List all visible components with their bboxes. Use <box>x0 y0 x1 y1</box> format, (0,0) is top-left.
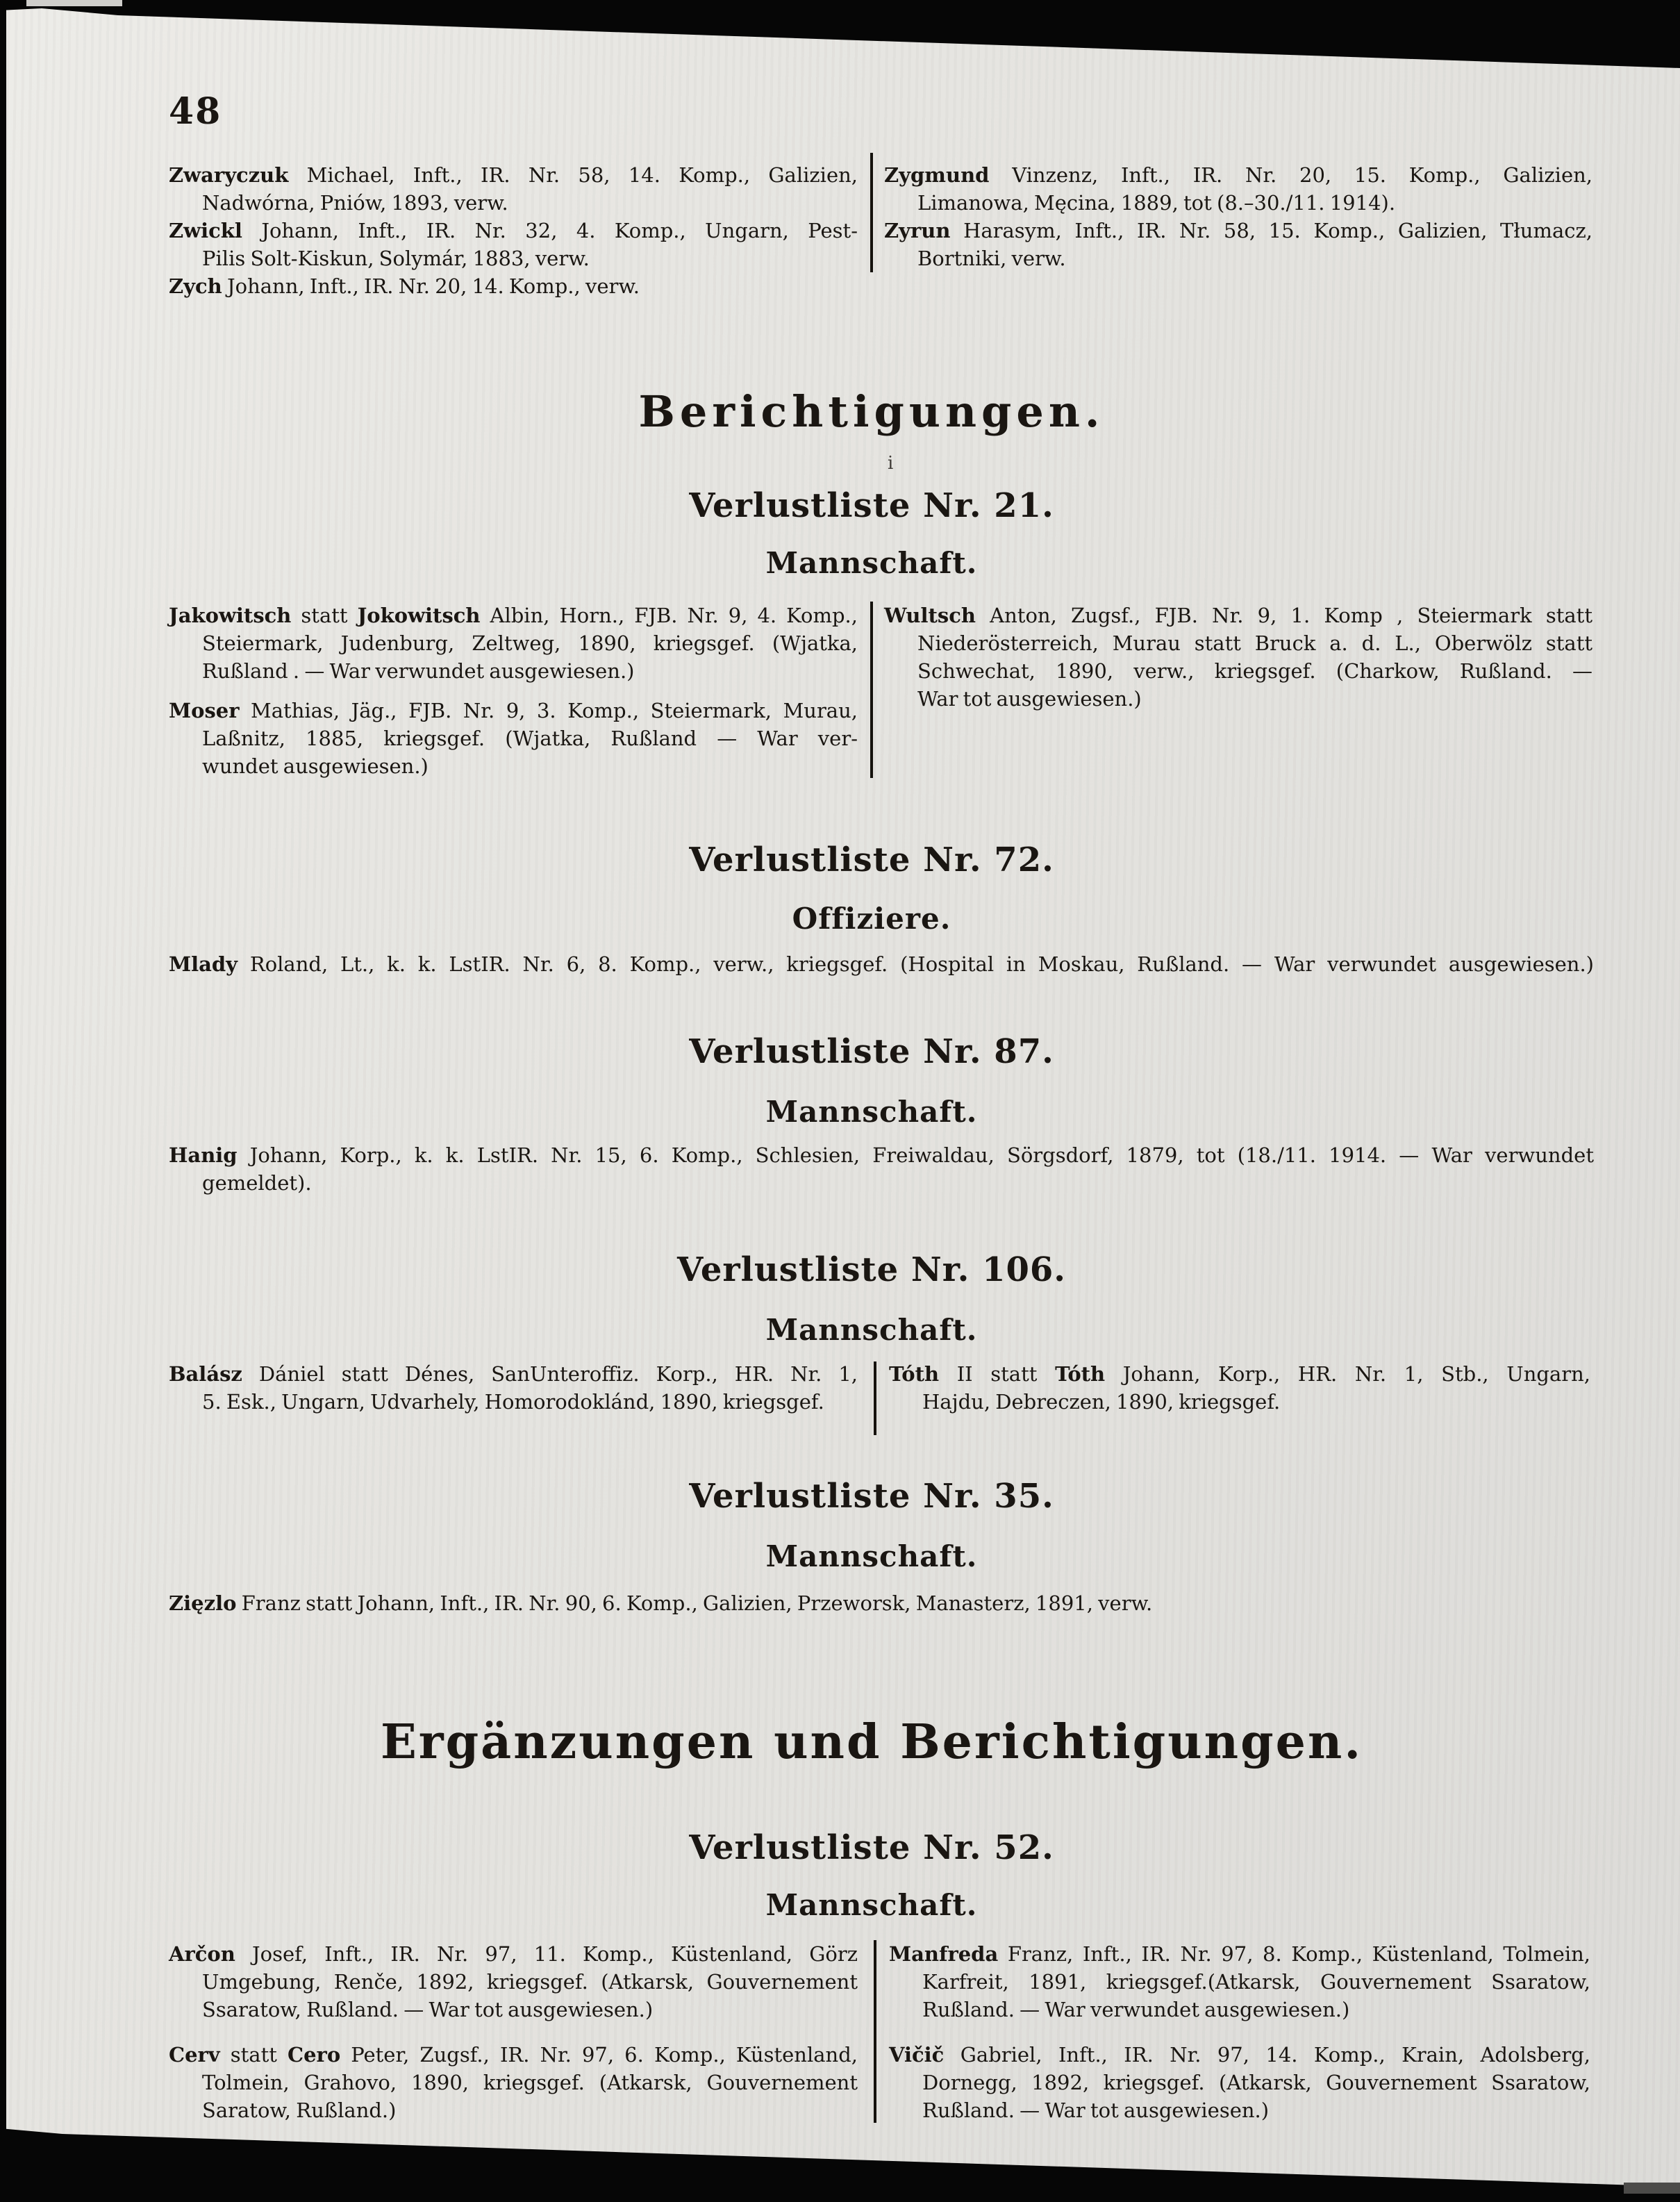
entry-text: Saratow, Rußland.) <box>202 2098 397 2122</box>
list-title-vl52: Verlustliste Nr. 52. <box>689 1828 1054 1867</box>
entry-text: Johann, Inft., IR. Nr. 32, 4. Komp., Ungarn, Pest- <box>242 219 858 242</box>
scan-edge-gap <box>26 0 122 6</box>
surname: Zych <box>169 274 222 298</box>
entry-text: Nadwórna, Pniów, 1893, verw. <box>202 191 508 215</box>
vl72-entry-list <box>169 950 1594 978</box>
entry-text: Steiermark, Judenburg, Zeltweg, 1890, kriegsgef. (Wjatka, <box>202 631 858 655</box>
entry-text: Bortniki, verw. <box>917 247 1066 270</box>
casualty-entry <box>889 1940 1590 2023</box>
entry-text: Pilis Solt-Kiskun, Solymár, 1883, verw. <box>202 247 590 270</box>
surname-corrected: Tóth <box>1055 1362 1106 1386</box>
ink-speck: i <box>888 453 894 474</box>
scan-edge-left <box>0 0 6 2202</box>
top-entry-list <box>169 161 1592 300</box>
surname: Zięzlo <box>169 1591 237 1615</box>
surname: Zwickl <box>169 219 242 242</box>
entry-text: Umgebung, Renče, 1892, kriegsgef. (Atkarsk, Gouvernement <box>202 1970 858 1994</box>
surname: Cerv <box>169 2043 220 2067</box>
vl87-entry-list <box>169 1141 1594 1197</box>
surname: Zygmund <box>884 163 990 187</box>
entry-text: Limanowa, Męcina, 1889, tot (8.–30./11. 1914). <box>917 191 1396 215</box>
casualty-entry <box>169 1360 858 1416</box>
entry-text: wundet ausgewiesen.) <box>202 754 429 778</box>
entry-text: Dániel statt Dénes, SanUnteroffiz. Korp., HR. Nr. 1, <box>242 1362 858 1386</box>
entry-text: statt <box>291 604 358 627</box>
casualty-entry <box>169 161 858 217</box>
casualty-entry <box>169 1141 1594 1197</box>
entry-text: Rußland. — War tot ausgewiesen.) <box>922 2098 1270 2122</box>
vl106-entry-list <box>169 1360 1590 1416</box>
casualty-entry <box>169 217 858 272</box>
surname: Zyrun <box>884 219 951 242</box>
entry-text: Michael, Inft., IR. Nr. 58, 14. Komp., Galizien, <box>288 163 858 187</box>
entry-text: Karfreit, 1891, kriegsgef.(Atkarsk, Gouvernement Ssaratow, <box>922 1970 1590 1994</box>
vl52-left-column <box>169 1940 858 2124</box>
casualty-entry <box>884 217 1592 272</box>
surname: Arčon <box>169 1942 235 1966</box>
entry-text: Rußland . — War verwundet ausgewiesen.) <box>202 659 635 683</box>
list-title-vl87: Verlustliste Nr. 87. <box>689 1032 1054 1071</box>
surname: Jakowitsch <box>169 604 292 627</box>
top-right-column <box>884 161 1592 272</box>
section-title-ergaenzungen: Ergänzungen und Berichtigungen. <box>380 1714 1363 1770</box>
entry-text: Harasym, Inft., IR. Nr. 58, 15. Komp., Galizien, Tłumacz, <box>950 219 1592 242</box>
entry-text: Hajdu, Debreczen, 1890, kriegsgef. <box>922 1390 1281 1414</box>
list-title-vl21: Verlustliste Nr. 21. <box>689 486 1054 525</box>
casualty-entry <box>169 602 858 685</box>
vl106-right-column <box>889 1360 1590 1416</box>
scan-edge-top <box>0 0 1680 76</box>
casualty-entry <box>169 950 1594 978</box>
entry-text: Anton, Zugsf., FJB. Nr. 9, 1. Komp , Steiermark statt <box>975 604 1592 627</box>
entry-text: Johann, Inft., IR. Nr. 20, 14. Komp., verw. <box>222 274 640 298</box>
surname: Balász <box>169 1362 242 1386</box>
entry-text: gemeldet). <box>202 1171 312 1195</box>
list-title-vl35: Verlustliste Nr. 35. <box>689 1477 1054 1516</box>
entry-text: Schwechat, 1890, verw., kriegsgef. (Charkow, Rußland. — <box>917 659 1592 683</box>
surname: Wultsch <box>884 604 976 627</box>
surname-corrected: Jokowitsch <box>357 604 481 627</box>
entry-text: Dornegg, 1892, kriegsgef. (Atkarsk, Gouvernement Ssaratow, <box>922 2071 1590 2094</box>
surname: Tóth <box>889 1362 940 1386</box>
entry-text: statt <box>219 2043 288 2067</box>
surname: Zwaryczuk <box>169 163 289 187</box>
entry-text: 5. Esk., Ungarn, Udvarhely, Homorodoklánd, 1890, kriegsgef. <box>202 1390 824 1414</box>
page-number: 48 <box>169 90 222 133</box>
vl106-left-column <box>169 1360 858 1416</box>
list-subtitle-vl72: Offiziere. <box>792 902 951 936</box>
casualty-entry <box>169 697 858 780</box>
entry-text: Josef, Inft., IR. Nr. 97, 11. Komp., Küstenland, Görz <box>235 1942 858 1966</box>
scan-edge-bottom <box>0 2119 1680 2202</box>
casualty-entry <box>884 161 1592 217</box>
entry-text: Peter, Zugsf., IR. Nr. 97, 6. Komp., Küstenland, <box>340 2043 858 2067</box>
surname: Manfreda <box>889 1942 999 1966</box>
entry-text: II statt <box>939 1362 1056 1386</box>
entry-text: Franz, Inft., IR. Nr. 97, 8. Komp., Küstenland, Tolmein, <box>998 1942 1590 1966</box>
scan-corner-notch <box>1624 2183 1680 2194</box>
entry-text: Mathias, Jäg., FJB. Nr. 9, 3. Komp., Steiermark, Murau, <box>239 699 858 722</box>
entry-text: Albin, Horn., FJB. Nr. 9, 4. Komp., <box>480 604 858 627</box>
entry-text: Rußland. — War verwundet ausgewiesen.) <box>922 1998 1350 2021</box>
casualty-entry <box>169 2041 858 2124</box>
list-subtitle-vl87: Mannschaft. <box>765 1095 978 1129</box>
vl21-left-column <box>169 602 858 780</box>
entry-text: Roland, Lt., k. k. LstIR. Nr. 6, 8. Komp., verw., kriegsgef. (Hospital in Moskau, Rußland. — War verwundet ausgewiesen.) <box>238 952 1594 976</box>
list-title-vl106: Verlustliste Nr. 106. <box>677 1250 1066 1289</box>
surname: Mlady <box>169 952 238 976</box>
casualty-entry <box>169 1589 1594 1617</box>
entry-text: Gabriel, Inft., IR. Nr. 97, 14. Komp., Krain, Adolsberg, <box>944 2043 1590 2067</box>
entry-text: Ssaratow, Rußland. — War tot ausgewiesen.) <box>202 1998 654 2021</box>
casualty-entry <box>889 1360 1590 1416</box>
list-subtitle-vl52: Mannschaft. <box>765 1888 978 1922</box>
list-subtitle-vl106: Mannschaft. <box>765 1313 978 1347</box>
casualty-entry <box>884 602 1592 713</box>
casualty-entry <box>889 2041 1590 2124</box>
surname: Hanig <box>169 1143 238 1167</box>
list-subtitle-vl21: Mannschaft. <box>765 546 978 580</box>
vl35-entry-list <box>169 1589 1594 1617</box>
entry-text: Niederösterreich, Murau statt Bruck a. d. L., Oberwölz statt <box>917 631 1592 655</box>
entry-text: Vinzenz, Inft., IR. Nr. 20, 15. Komp., Galizien, <box>989 163 1592 187</box>
section-title-berichtigungen: Berichtigungen. <box>638 386 1105 437</box>
list-title-vl72: Verlustliste Nr. 72. <box>689 841 1054 879</box>
vl52-entry-list <box>169 1940 1590 2124</box>
entry-text: Johann, Korp., k. k. LstIR. Nr. 15, 6. Komp., Schlesien, Freiwaldau, Sörgsdorf, 1879, tot (18./11. 1914. — War verwundet <box>237 1143 1594 1167</box>
entry-text: War tot ausgewiesen.) <box>917 687 1142 711</box>
vl52-right-column <box>889 1940 1590 2124</box>
entry-text: Johann, Korp., HR. Nr. 1, Stb., Ungarn, <box>1105 1362 1590 1386</box>
surname: Vičič <box>889 2043 945 2067</box>
entry-text: Franz statt Johann, Inft., IR. Nr. 90, 6. Komp., Galizien, Przeworsk, Manasterz, 1891, verw. <box>236 1591 1153 1615</box>
list-subtitle-vl35: Mannschaft. <box>765 1539 978 1573</box>
casualty-entry <box>169 1940 858 2023</box>
vl21-right-column <box>884 602 1592 713</box>
vl21-entry-list <box>169 602 1592 780</box>
top-left-column <box>169 161 858 300</box>
entry-text: Tolmein, Grahovo, 1890, kriegsgef. (Atkarsk, Gouvernement <box>202 2071 858 2094</box>
casualty-entry <box>169 272 858 300</box>
entry-text: Laßnitz, 1885, kriegsgef. (Wjatka, Rußland — War ver- <box>202 727 858 750</box>
surname-corrected: Cero <box>288 2043 341 2067</box>
surname: Moser <box>169 699 240 722</box>
